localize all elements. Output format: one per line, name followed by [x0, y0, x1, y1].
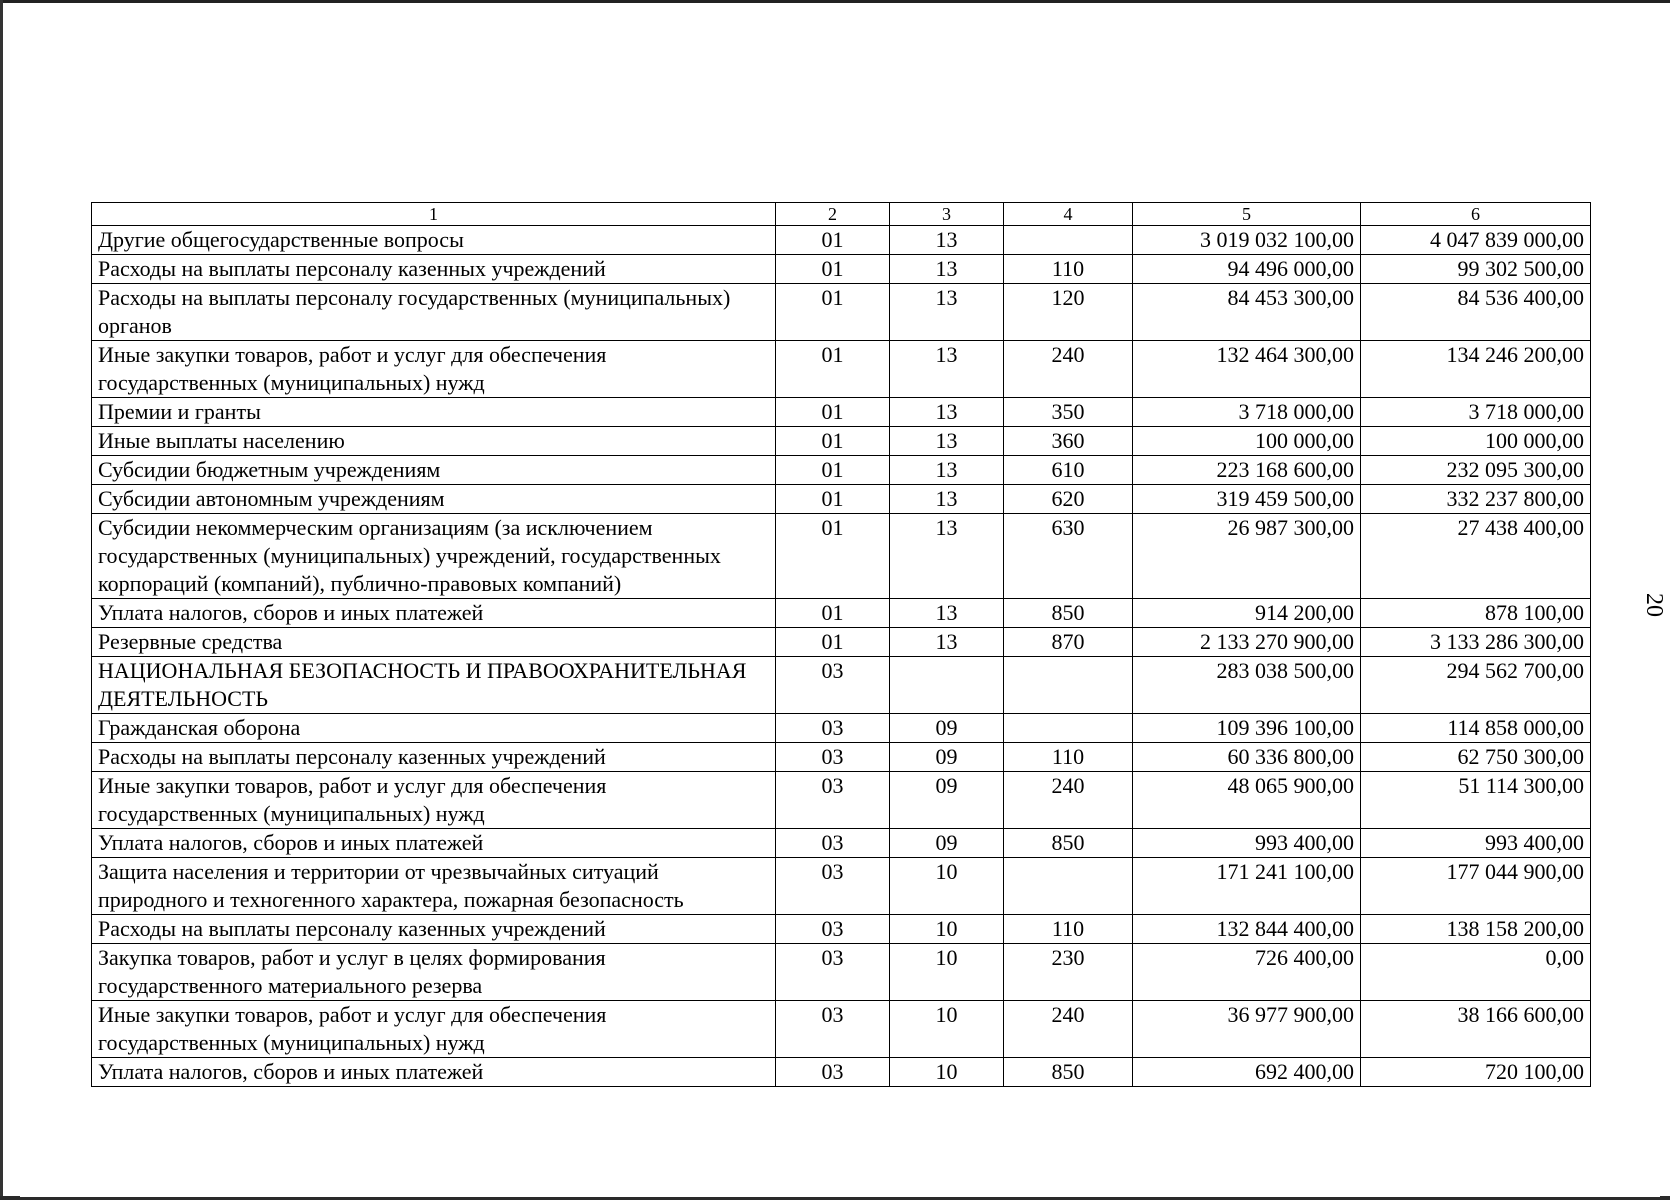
row-amount-2-cell: 3 133 286 300,00	[1361, 628, 1591, 657]
row-amount-2-cell: 232 095 300,00	[1361, 456, 1591, 485]
row-amount-1-cell: 993 400,00	[1133, 829, 1361, 858]
row-amount-2-cell: 99 302 500,00	[1361, 255, 1591, 284]
table-row	[92, 398, 1591, 427]
scan-edge-left	[0, 0, 3, 1200]
row-amount-2-cell: 993 400,00	[1361, 829, 1591, 858]
row-name-cell: Закупка товаров, работ и услуг в целях формирования государственного материального резерва	[92, 944, 776, 1001]
row-amount-1-cell: 2 133 270 900,00	[1133, 628, 1361, 657]
row-amount-2-cell: 878 100,00	[1361, 599, 1591, 628]
row-expense-type-cell: 240	[1004, 1001, 1133, 1058]
row-amount-1-cell: 726 400,00	[1133, 944, 1361, 1001]
row-section-cell: 01	[776, 255, 890, 284]
header-cell-1: 1	[92, 203, 776, 226]
row-expense-type-cell: 620	[1004, 485, 1133, 514]
row-name-cell: НАЦИОНАЛЬНАЯ БЕЗОПАСНОСТЬ И ПРАВООХРАНИТЕЛЬНАЯ ДЕЯТЕЛЬНОСТЬ	[92, 657, 776, 714]
row-name-cell: Премии и гранты	[92, 398, 776, 427]
row-amount-2-cell: 134 246 200,00	[1361, 341, 1591, 398]
table-body	[92, 226, 1591, 1087]
table-row	[92, 514, 1591, 599]
row-amount-1-cell: 132 464 300,00	[1133, 341, 1361, 398]
row-expense-type-cell: 240	[1004, 772, 1133, 829]
row-section-cell: 01	[776, 398, 890, 427]
row-amount-1-cell: 223 168 600,00	[1133, 456, 1361, 485]
row-amount-1-cell: 26 987 300,00	[1133, 514, 1361, 599]
row-subsection-cell: 13	[890, 456, 1004, 485]
header-cell-3: 3	[890, 203, 1004, 226]
row-name-cell: Уплата налогов, сборов и иных платежей	[92, 599, 776, 628]
row-name-cell: Субсидии автономным учреждениям	[92, 485, 776, 514]
row-expense-type-cell	[1004, 714, 1133, 743]
row-expense-type-cell: 350	[1004, 398, 1133, 427]
row-amount-1-cell: 84 453 300,00	[1133, 284, 1361, 341]
budget-table	[91, 202, 1591, 1087]
row-name-cell: Иные закупки товаров, работ и услуг для обеспечения государственных (муниципальных) нужд	[92, 341, 776, 398]
row-name-cell: Иные закупки товаров, работ и услуг для обеспечения государственных (муниципальных) нужд	[92, 772, 776, 829]
row-section-cell: 03	[776, 1001, 890, 1058]
row-amount-1-cell: 283 038 500,00	[1133, 657, 1361, 714]
table-row	[92, 858, 1591, 915]
row-name-cell: Иные выплаты населению	[92, 427, 776, 456]
table-row	[92, 456, 1591, 485]
row-amount-2-cell: 3 718 000,00	[1361, 398, 1591, 427]
row-expense-type-cell: 850	[1004, 1058, 1133, 1087]
row-subsection-cell: 10	[890, 858, 1004, 915]
row-section-cell: 03	[776, 772, 890, 829]
table-row	[92, 485, 1591, 514]
row-name-cell: Расходы на выплаты персоналу казенных учреждений	[92, 255, 776, 284]
row-expense-type-cell: 110	[1004, 255, 1133, 284]
row-expense-type-cell	[1004, 657, 1133, 714]
row-subsection-cell: 13	[890, 485, 1004, 514]
row-name-cell: Расходы на выплаты персоналу казенных учреждений	[92, 915, 776, 944]
table-row	[92, 226, 1591, 255]
row-subsection-cell: 09	[890, 829, 1004, 858]
table-row	[92, 915, 1591, 944]
row-amount-2-cell: 62 750 300,00	[1361, 743, 1591, 772]
table-row	[92, 628, 1591, 657]
row-amount-1-cell: 94 496 000,00	[1133, 255, 1361, 284]
table-row	[92, 284, 1591, 341]
row-name-cell: Гражданская оборона	[92, 714, 776, 743]
row-section-cell: 01	[776, 427, 890, 456]
row-amount-1-cell: 319 459 500,00	[1133, 485, 1361, 514]
row-name-cell: Расходы на выплаты персоналу государственных (муниципальных) органов	[92, 284, 776, 341]
row-amount-1-cell: 48 065 900,00	[1133, 772, 1361, 829]
row-amount-1-cell: 109 396 100,00	[1133, 714, 1361, 743]
row-section-cell: 03	[776, 829, 890, 858]
table-header	[92, 203, 1591, 226]
row-section-cell: 03	[776, 743, 890, 772]
row-amount-2-cell: 0,00	[1361, 944, 1591, 1001]
row-subsection-cell: 13	[890, 514, 1004, 599]
header-row	[92, 203, 1591, 226]
row-section-cell: 03	[776, 858, 890, 915]
row-amount-2-cell: 332 237 800,00	[1361, 485, 1591, 514]
row-section-cell: 03	[776, 1058, 890, 1087]
row-subsection-cell: 13	[890, 284, 1004, 341]
table-row	[92, 341, 1591, 398]
scan-edge-top	[0, 0, 1670, 3]
row-section-cell: 01	[776, 226, 890, 255]
header-cell-2: 2	[776, 203, 890, 226]
row-name-cell: Другие общегосударственные вопросы	[92, 226, 776, 255]
table-row	[92, 829, 1591, 858]
row-section-cell: 01	[776, 514, 890, 599]
row-amount-1-cell: 171 241 100,00	[1133, 858, 1361, 915]
row-amount-2-cell: 720 100,00	[1361, 1058, 1591, 1087]
row-expense-type-cell: 110	[1004, 915, 1133, 944]
row-expense-type-cell: 110	[1004, 743, 1133, 772]
table-row	[92, 743, 1591, 772]
row-subsection-cell: 13	[890, 599, 1004, 628]
row-section-cell: 03	[776, 657, 890, 714]
row-amount-1-cell: 60 336 800,00	[1133, 743, 1361, 772]
row-section-cell: 01	[776, 341, 890, 398]
row-expense-type-cell	[1004, 226, 1133, 255]
row-expense-type-cell: 630	[1004, 514, 1133, 599]
row-amount-2-cell: 114 858 000,00	[1361, 714, 1591, 743]
row-subsection-cell: 10	[890, 915, 1004, 944]
row-amount-2-cell: 138 158 200,00	[1361, 915, 1591, 944]
row-amount-1-cell: 914 200,00	[1133, 599, 1361, 628]
row-section-cell: 03	[776, 714, 890, 743]
header-cell-5: 5	[1133, 203, 1361, 226]
row-subsection-cell: 13	[890, 628, 1004, 657]
row-name-cell: Уплата налогов, сборов и иных платежей	[92, 829, 776, 858]
row-subsection-cell	[890, 657, 1004, 714]
row-expense-type-cell: 850	[1004, 829, 1133, 858]
row-expense-type-cell: 120	[1004, 284, 1133, 341]
row-amount-2-cell: 51 114 300,00	[1361, 772, 1591, 829]
row-section-cell: 03	[776, 944, 890, 1001]
row-amount-1-cell: 3 019 032 100,00	[1133, 226, 1361, 255]
table-row	[92, 427, 1591, 456]
row-subsection-cell: 10	[890, 944, 1004, 1001]
row-name-cell: Субсидии некоммерческим организациям (за исключением государственных (муниципальных) учреждений, государственных корпораций (компаний), публично-правовых компаний)	[92, 514, 776, 599]
row-expense-type-cell	[1004, 858, 1133, 915]
row-expense-type-cell: 850	[1004, 599, 1133, 628]
row-amount-1-cell: 3 718 000,00	[1133, 398, 1361, 427]
row-amount-2-cell: 4 047 839 000,00	[1361, 226, 1591, 255]
table-row	[92, 657, 1591, 714]
row-subsection-cell: 13	[890, 398, 1004, 427]
row-name-cell: Уплата налогов, сборов и иных платежей	[92, 1058, 776, 1087]
row-name-cell: Резервные средства	[92, 628, 776, 657]
row-subsection-cell: 09	[890, 743, 1004, 772]
row-section-cell: 01	[776, 284, 890, 341]
row-subsection-cell: 10	[890, 1058, 1004, 1087]
row-section-cell: 03	[776, 915, 890, 944]
table-row	[92, 1001, 1591, 1058]
row-name-cell: Защита населения и территории от чрезвычайных ситуаций природного и техногенного характера, пожарная безопасность	[92, 858, 776, 915]
row-expense-type-cell: 870	[1004, 628, 1133, 657]
row-amount-1-cell: 36 977 900,00	[1133, 1001, 1361, 1058]
row-amount-1-cell: 132 844 400,00	[1133, 915, 1361, 944]
row-amount-2-cell: 294 562 700,00	[1361, 657, 1591, 714]
table-row	[92, 944, 1591, 1001]
row-subsection-cell: 13	[890, 427, 1004, 456]
row-name-cell: Расходы на выплаты персоналу казенных учреждений	[92, 743, 776, 772]
page-number: 20	[1641, 593, 1667, 617]
table-row	[92, 714, 1591, 743]
table-row	[92, 255, 1591, 284]
row-subsection-cell: 13	[890, 341, 1004, 398]
row-amount-2-cell: 100 000,00	[1361, 427, 1591, 456]
row-subsection-cell: 10	[890, 1001, 1004, 1058]
row-subsection-cell: 09	[890, 772, 1004, 829]
table-row	[92, 599, 1591, 628]
row-amount-2-cell: 27 438 400,00	[1361, 514, 1591, 599]
row-section-cell: 01	[776, 456, 890, 485]
row-expense-type-cell: 360	[1004, 427, 1133, 456]
row-expense-type-cell: 230	[1004, 944, 1133, 1001]
scan-edge-gap	[20, 1196, 1660, 1197]
row-amount-1-cell: 692 400,00	[1133, 1058, 1361, 1087]
row-name-cell: Иные закупки товаров, работ и услуг для обеспечения государственных (муниципальных) нужд	[92, 1001, 776, 1058]
row-subsection-cell: 13	[890, 226, 1004, 255]
row-subsection-cell: 13	[890, 255, 1004, 284]
row-section-cell: 01	[776, 628, 890, 657]
table-row	[92, 1058, 1591, 1087]
row-amount-2-cell: 84 536 400,00	[1361, 284, 1591, 341]
row-subsection-cell: 09	[890, 714, 1004, 743]
header-cell-6: 6	[1361, 203, 1591, 226]
row-section-cell: 01	[776, 599, 890, 628]
row-amount-2-cell: 38 166 600,00	[1361, 1001, 1591, 1058]
row-section-cell: 01	[776, 485, 890, 514]
row-expense-type-cell: 240	[1004, 341, 1133, 398]
row-name-cell: Субсидии бюджетным учреждениям	[92, 456, 776, 485]
row-amount-1-cell: 100 000,00	[1133, 427, 1361, 456]
row-amount-2-cell: 177 044 900,00	[1361, 858, 1591, 915]
header-cell-4: 4	[1004, 203, 1133, 226]
table-row	[92, 772, 1591, 829]
row-expense-type-cell: 610	[1004, 456, 1133, 485]
